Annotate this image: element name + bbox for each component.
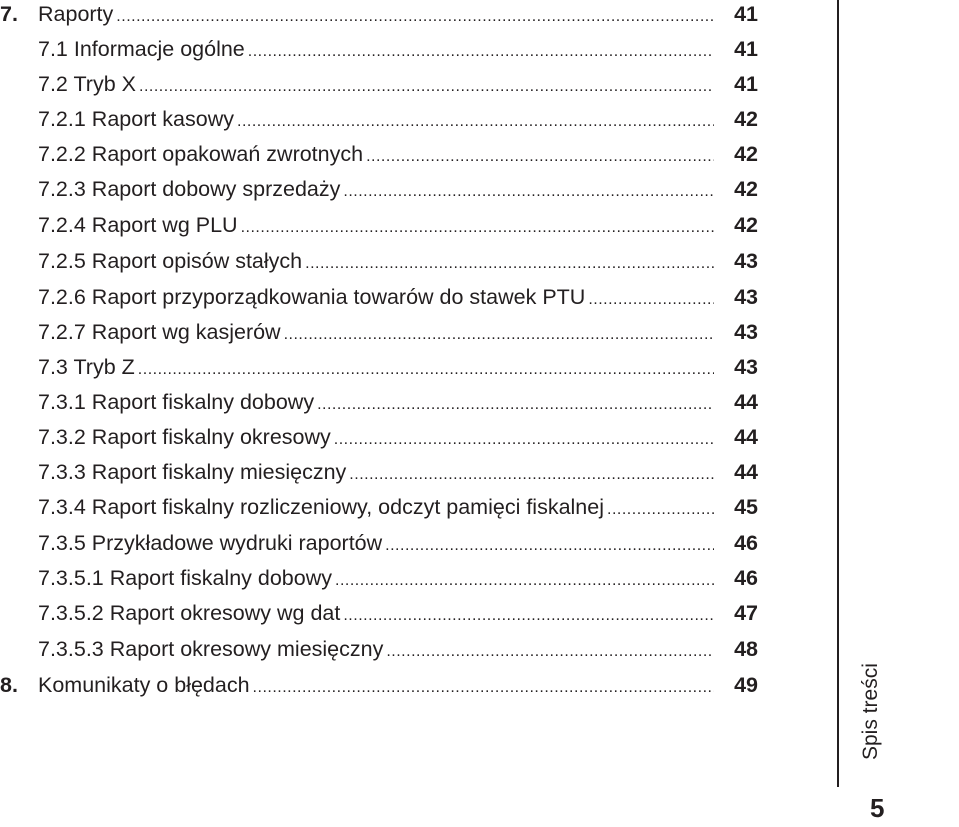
toc-page-number: 44 bbox=[734, 460, 758, 484]
toc-entry-title: 7.3.2 Raport fiskalny okresowy bbox=[38, 425, 331, 449]
toc-page-number: 43 bbox=[734, 285, 758, 309]
toc-chapter-number bbox=[0, 207, 38, 243]
toc-chapter-number bbox=[0, 489, 38, 525]
toc-entry[interactable] bbox=[0, 454, 758, 490]
toc-dot-leader bbox=[116, 0, 714, 35]
section-side-label: Spis treści bbox=[859, 663, 882, 760]
toc-chapter-number bbox=[0, 136, 38, 172]
toc-entry-title: Komunikaty o błędach bbox=[38, 673, 250, 697]
toc-entry[interactable] bbox=[0, 525, 758, 561]
toc-entry[interactable] bbox=[0, 136, 758, 172]
toc-entry-title: 7.2.1 Raport kasowy bbox=[38, 107, 234, 131]
toc-entry-title: 7.2.5 Raport opisów stałych bbox=[38, 249, 303, 273]
toc-dot-leader bbox=[385, 528, 714, 564]
toc-chapter-number bbox=[0, 31, 38, 67]
toc-page-number: 45 bbox=[734, 495, 758, 519]
toc-dot-leader bbox=[284, 317, 714, 353]
toc-chapter-number bbox=[0, 454, 38, 490]
toc-chapter-number bbox=[0, 314, 38, 350]
toc-entry-title: 7.3.5.2 Raport okresowy wg dat bbox=[38, 601, 341, 625]
toc-entry[interactable] bbox=[0, 560, 758, 596]
toc-dot-leader bbox=[317, 387, 714, 423]
toc-chapter-number bbox=[0, 279, 38, 315]
toc-dot-leader bbox=[588, 282, 714, 318]
toc-chapter-number bbox=[0, 101, 38, 137]
toc-entry[interactable] bbox=[0, 384, 758, 420]
toc-page-number: 43 bbox=[734, 249, 758, 273]
toc-entry[interactable] bbox=[0, 595, 758, 631]
toc-page-number: 47 bbox=[734, 601, 758, 625]
toc-entry-title: 7.3.1 Raport fiskalny dobowy bbox=[38, 390, 315, 414]
toc-entry-title: 7.2.2 Raport opakowań zwrotnych bbox=[38, 142, 364, 166]
toc-entry[interactable] bbox=[0, 279, 758, 315]
toc-chapter-number bbox=[0, 595, 38, 631]
toc-page-number: 46 bbox=[734, 531, 758, 555]
toc-page-number: 42 bbox=[734, 177, 758, 201]
toc-entry-title: 7.2.6 Raport przyporządkowania towarów do stawek PTU bbox=[38, 285, 586, 309]
page-number: 5 bbox=[870, 793, 885, 823]
toc-entry-title: 7.2.7 Raport wg kasjerów bbox=[38, 320, 281, 344]
toc-page-number: 49 bbox=[734, 673, 758, 697]
toc-page-number: 43 bbox=[734, 320, 758, 344]
toc-entry[interactable] bbox=[0, 66, 758, 102]
toc-page-number: 48 bbox=[734, 637, 758, 661]
toc-dot-leader bbox=[607, 492, 714, 528]
toc-dot-leader bbox=[334, 422, 714, 458]
toc-entry[interactable] bbox=[0, 243, 758, 279]
toc-entry[interactable] bbox=[0, 207, 758, 243]
toc-chapter-number bbox=[0, 631, 38, 667]
vertical-divider bbox=[837, 0, 839, 787]
toc-entry[interactable] bbox=[0, 314, 758, 350]
toc-dot-leader bbox=[253, 670, 714, 706]
toc-entry[interactable] bbox=[0, 631, 758, 667]
toc-page-number: 42 bbox=[734, 213, 758, 237]
toc-entry[interactable] bbox=[0, 171, 758, 207]
toc-entry-title: 7.2.3 Raport dobowy sprzedaży bbox=[38, 177, 341, 201]
toc-page-number: 41 bbox=[734, 37, 758, 61]
toc-entry[interactable] bbox=[0, 349, 758, 385]
toc-dot-leader bbox=[237, 104, 714, 140]
toc-entry-title: 7.3.5.3 Raport okresowy miesięczny bbox=[38, 637, 384, 661]
toc-dot-leader bbox=[305, 246, 714, 282]
toc-page-number: 44 bbox=[734, 425, 758, 449]
toc-dot-leader bbox=[386, 634, 714, 670]
toc-entry[interactable] bbox=[0, 31, 758, 67]
toc-dot-leader bbox=[241, 210, 714, 246]
toc-entry[interactable] bbox=[0, 0, 758, 32]
toc-entry-title: 7.3.4 Raport fiskalny rozliczeniowy, odczyt pamięci fiskalnej bbox=[38, 495, 605, 519]
toc-chapter-number: 8. bbox=[0, 673, 18, 697]
toc-entry-title: 7.3.5 Przykładowe wydruki raportów bbox=[38, 531, 383, 555]
toc-entry-title: 7.1 Informacje ogólne bbox=[38, 37, 245, 61]
toc-entry-title: 7.2.4 Raport wg PLU bbox=[38, 213, 238, 237]
toc-entry-title: 7.3.5.1 Raport fiskalny dobowy bbox=[38, 566, 332, 590]
toc-entry[interactable] bbox=[0, 101, 758, 137]
toc-page-number: 42 bbox=[734, 142, 758, 166]
toc-dot-leader bbox=[248, 34, 714, 70]
toc-dot-leader bbox=[138, 352, 714, 388]
toc-entry[interactable] bbox=[0, 667, 758, 703]
toc-dot-leader bbox=[335, 563, 714, 599]
toc-entry[interactable] bbox=[0, 419, 758, 455]
toc-page-number: 43 bbox=[734, 355, 758, 379]
toc-dot-leader bbox=[349, 457, 714, 493]
toc-chapter-number bbox=[0, 419, 38, 455]
toc-dot-leader bbox=[343, 174, 714, 210]
toc-page-number: 41 bbox=[734, 2, 758, 26]
toc-entry-title: 7.3.3 Raport fiskalny miesięczny bbox=[38, 460, 347, 484]
toc-page-number: 46 bbox=[734, 566, 758, 590]
toc-page-number: 44 bbox=[734, 390, 758, 414]
toc-dot-leader bbox=[139, 69, 714, 105]
toc-chapter-number bbox=[0, 349, 38, 385]
toc-entry-title: Raporty bbox=[38, 2, 114, 26]
toc-chapter-number bbox=[0, 171, 38, 207]
toc-chapter-number: 7. bbox=[0, 2, 18, 26]
toc-chapter-number bbox=[0, 243, 38, 279]
toc-entry-title: 7.3 Tryb Z bbox=[38, 355, 135, 379]
toc-chapter-number bbox=[0, 384, 38, 420]
toc-chapter-number bbox=[0, 560, 38, 596]
toc-entry[interactable] bbox=[0, 489, 758, 525]
toc-dot-leader bbox=[366, 139, 714, 175]
toc-page-number: 41 bbox=[734, 72, 758, 96]
toc-page-number: 42 bbox=[734, 107, 758, 131]
toc-chapter-number bbox=[0, 66, 38, 102]
toc-dot-leader bbox=[343, 598, 714, 634]
toc-chapter-number bbox=[0, 525, 38, 561]
toc-entry-title: 7.2 Tryb X bbox=[38, 72, 136, 96]
